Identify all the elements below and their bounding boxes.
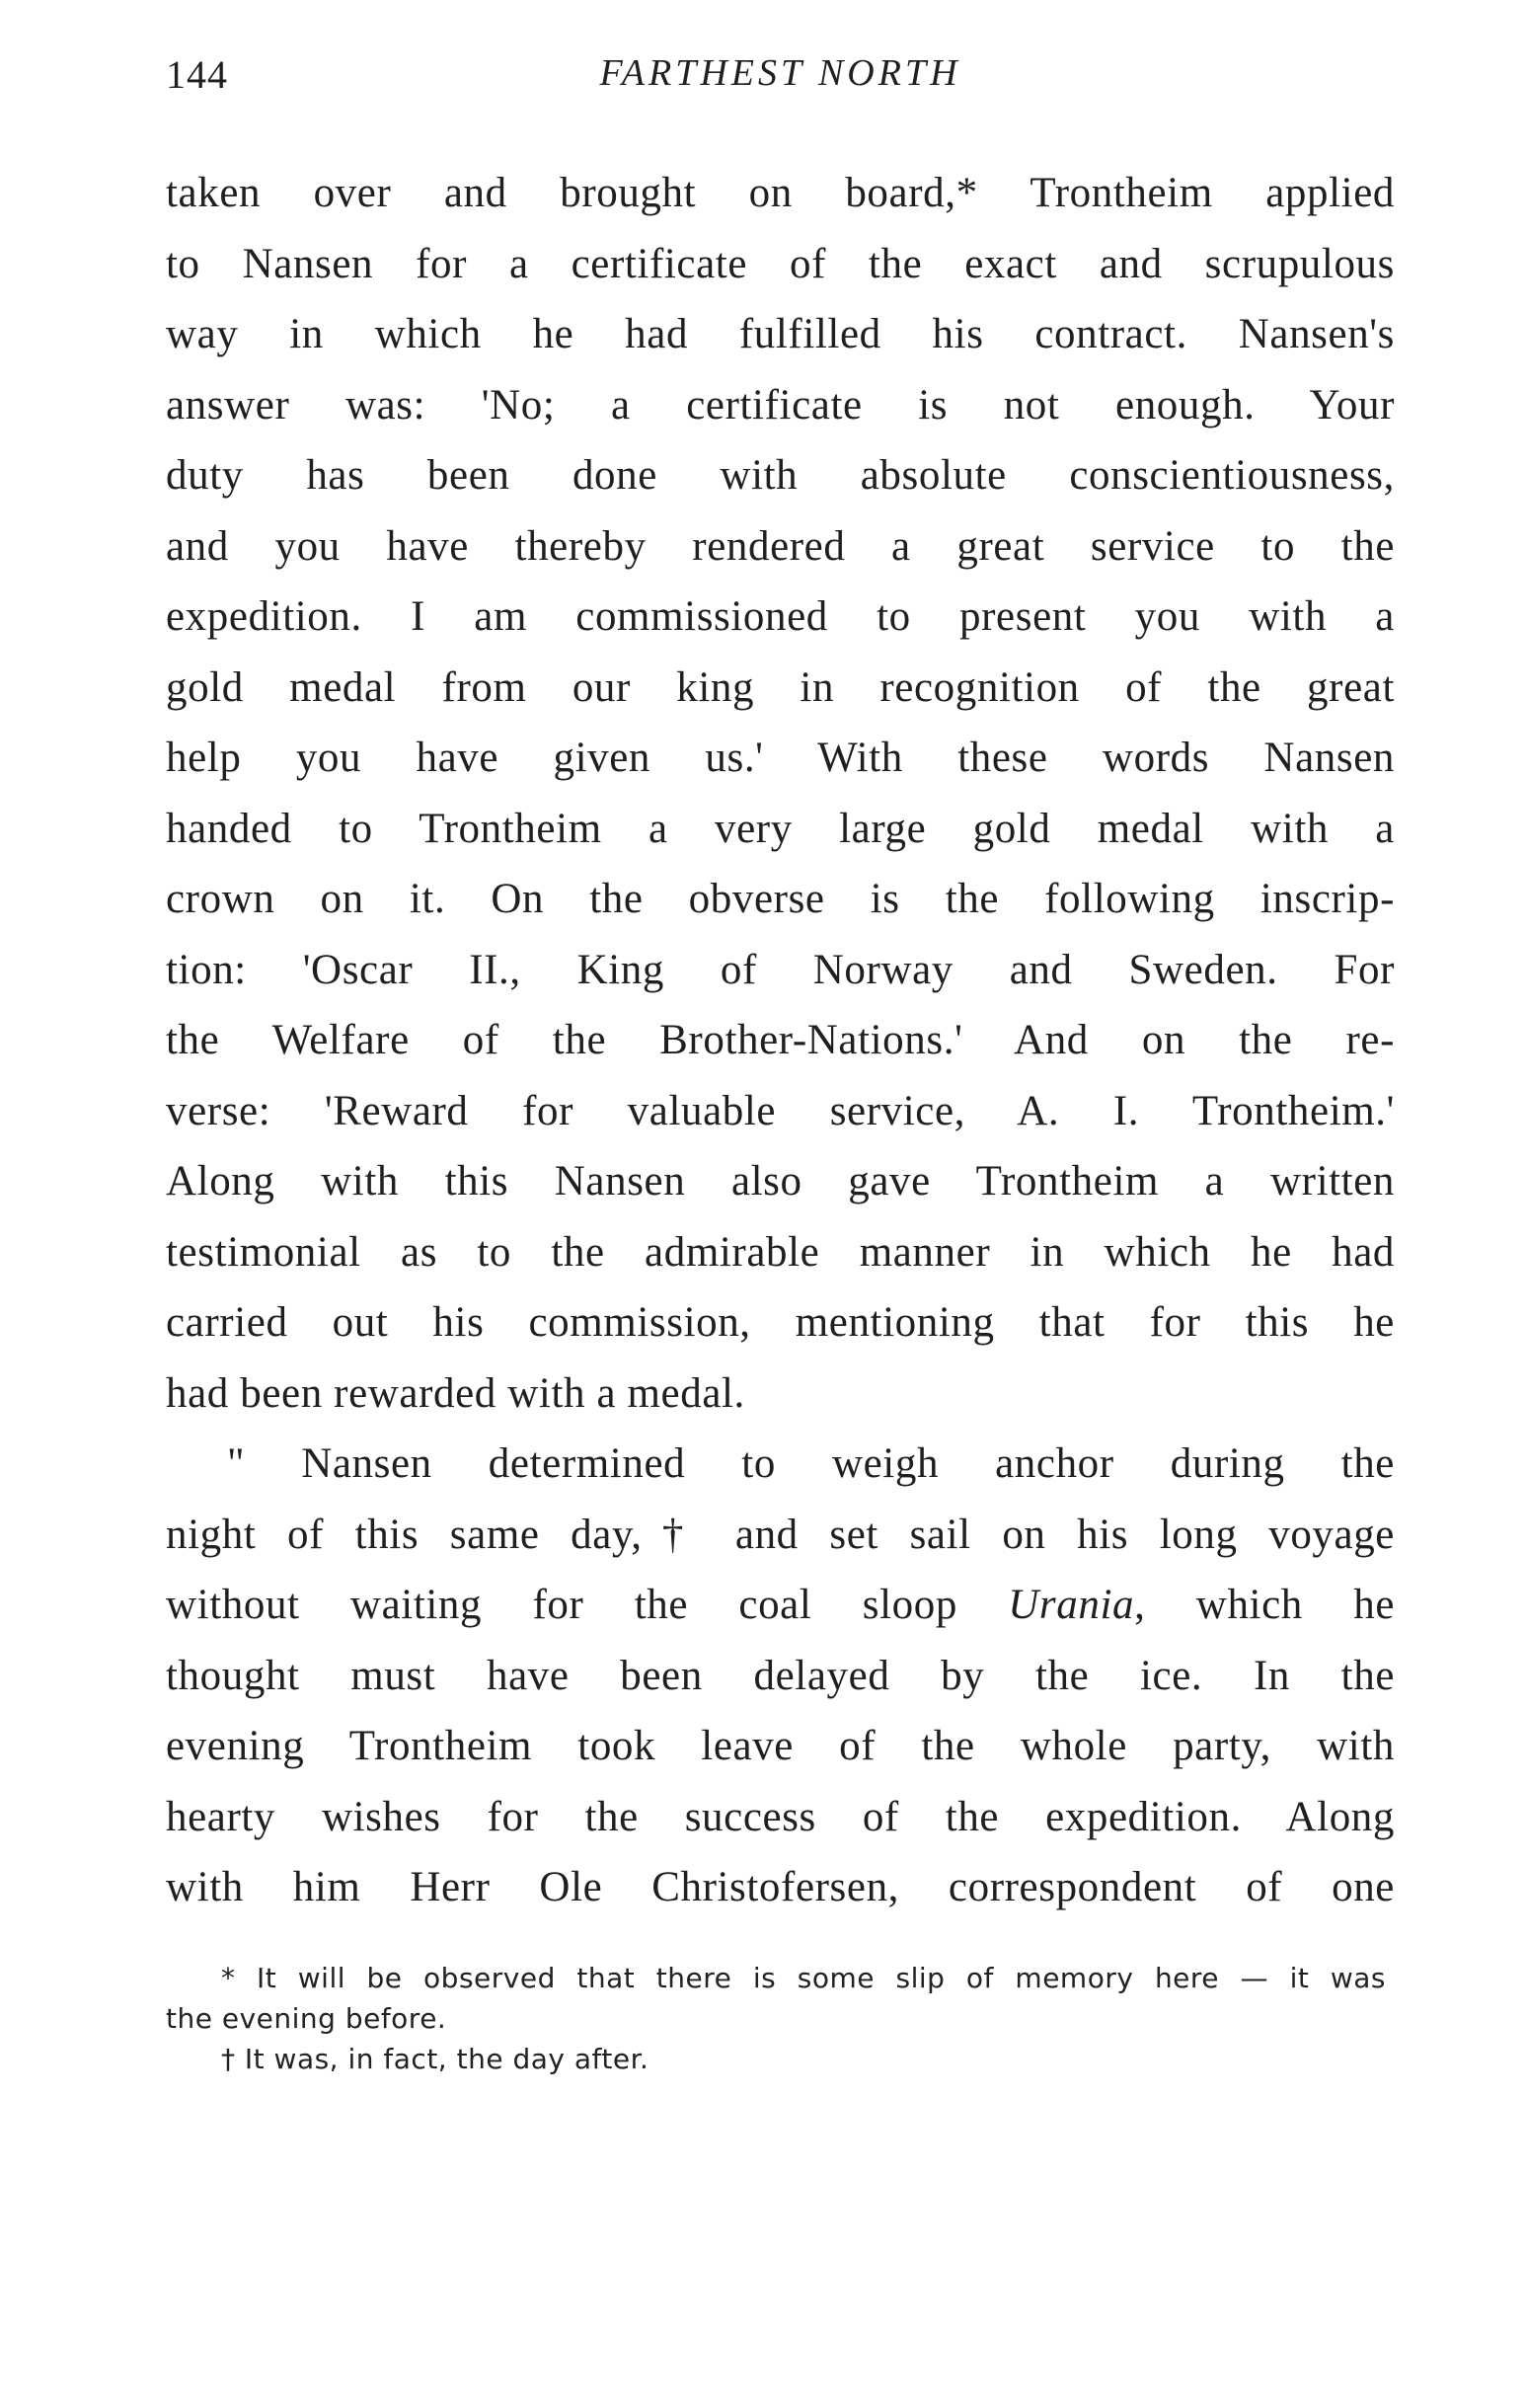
text-line: " Nansen determined to weigh anchor during the — [227, 1440, 1395, 1487]
text-line: thought must have been delayed by the ice. In the — [166, 1652, 1395, 1699]
text-line: with him Herr Ole Christofersen, correspondent of one — [166, 1864, 1395, 1910]
text-line: duty has been done with absolute conscientiousness, — [166, 452, 1395, 499]
running-title: FARTHEST NORTH — [599, 52, 961, 94]
text-line: gold medal from our king in recognition of the great — [166, 663, 1395, 711]
text-line: tion: 'Oscar II., King of Norway and Sweden. For — [166, 946, 1395, 993]
text-line: way in which he had fulfilled his contract. Nansen's — [166, 311, 1395, 357]
text-line: and you have thereby rendered a great service to the — [166, 522, 1395, 570]
footnote-line: † It was, in fact, the day after. — [221, 2043, 649, 2075]
text-line: expedition. I am commissioned to present you with a — [166, 593, 1395, 640]
text-line: testimonial as to the admirable manner in which he had — [166, 1228, 1395, 1276]
text-line: evening Trontheim took leave of the whole party, with — [166, 1723, 1395, 1769]
text-line: night of this same day,† and set sail on his long voyage — [166, 1511, 1395, 1558]
text-line: crown on it. On the obverse is the following inscrip- — [166, 876, 1395, 922]
text-line: taken over and brought on board,* Trontheim applied — [166, 170, 1395, 216]
text-line: answer was: 'No; a certificate is not enough. Your — [166, 381, 1395, 428]
text-line: had been rewarded with a medal. — [166, 1369, 745, 1417]
text-line-with-italic — [166, 1570, 1395, 1641]
footnote-line: * It will be observed that there is some slip of memory here — it was — [221, 1962, 1386, 1994]
text-line: verse: 'Reward for valuable service, A. I. Trontheim.' — [166, 1087, 1395, 1134]
text-segment: without waiting for the coal sloop — [166, 1582, 1009, 1628]
footnote-line: the evening before. — [166, 2002, 447, 2035]
footnotes — [166, 1958, 1386, 2079]
text-line: handed to Trontheim a very large gold medal with a — [166, 805, 1395, 852]
text-segment: , which he — [1134, 1582, 1396, 1628]
text-line: carried out his commission, mentioning that for this he — [166, 1299, 1395, 1346]
page-header — [166, 51, 1395, 120]
text-line: to Nansen for a certificate of the exact and scrupulous — [166, 240, 1395, 287]
text-line: Along with this Nansen also gave Trontheim a written — [166, 1158, 1395, 1204]
ship-name-italic: Urania — [1008, 1582, 1135, 1628]
text-line: the Welfare of the Brother-Nations.' And on the re- — [166, 1017, 1395, 1063]
text-line: help you have given us.' With these words Nansen — [166, 735, 1395, 781]
text-line: hearty wishes for the success of the expedition. Along — [166, 1793, 1395, 1840]
body-text — [166, 158, 1395, 1923]
page-number: 144 — [166, 52, 228, 97]
